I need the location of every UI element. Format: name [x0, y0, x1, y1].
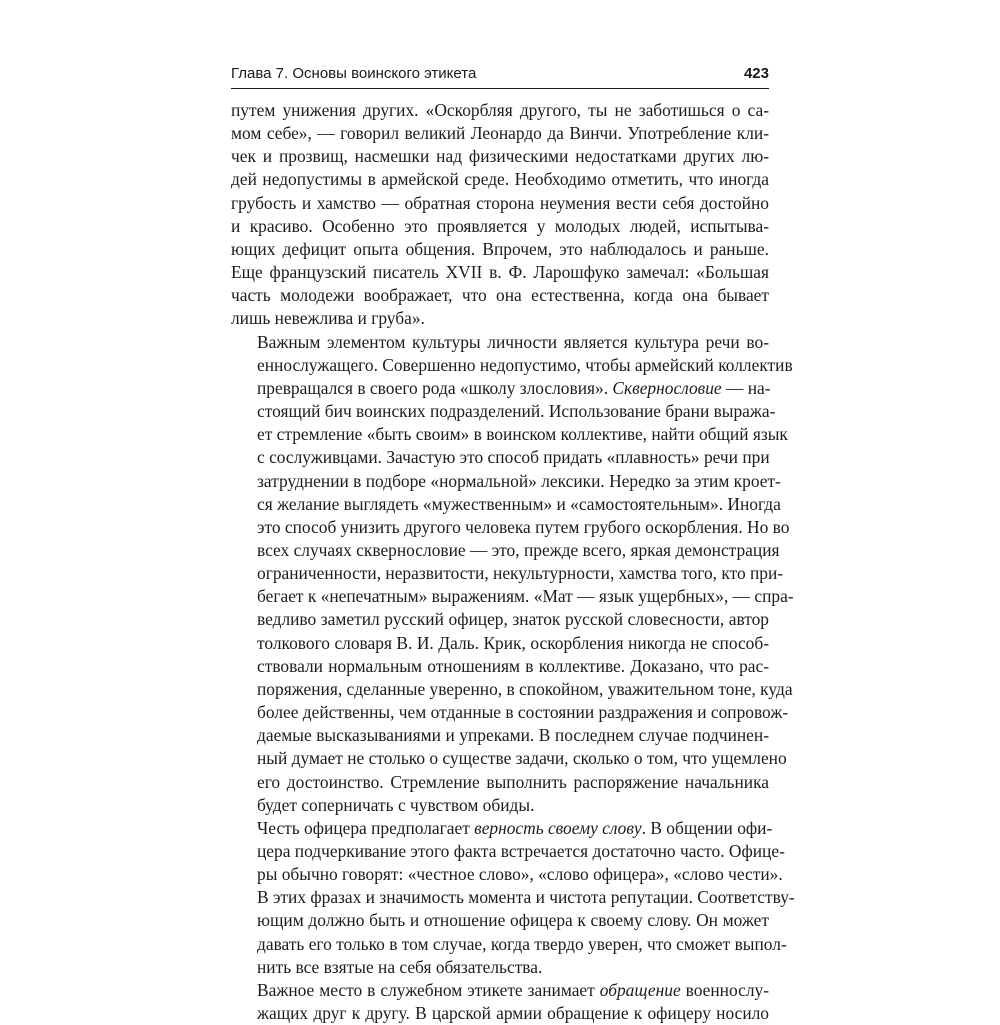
text-line: ющих дефицит опыта общения. Впрочем, это наблюдалось и раньше.	[231, 238, 769, 259]
chapter-title: Глава 7. Основы воинского этикета	[231, 65, 477, 82]
text-line: толкового словаря В. И. Даль. Крик, оскорбления никогда не способ-	[257, 632, 769, 653]
paragraph	[231, 979, 769, 1025]
text-line: ограниченности, неразвитости, некультурности, хамства того, кто при-	[257, 563, 784, 584]
text-line: лишь невежлива и груба».	[231, 308, 425, 329]
text-line: с сослуживцами. Зачастую это способ придать «плавность» речи при	[257, 447, 770, 468]
text-line: это способ унизить другого человека путем грубого оскорбления. Но во	[257, 516, 790, 537]
text-line: более действенны, чем отданные в состоянии раздражения и сопровож-	[257, 702, 789, 723]
text-line: В этих фразах и значимость момента и чистота репутации. Соответству-	[257, 887, 795, 908]
italic-term: верность своему слову	[474, 817, 642, 838]
text-line: нить все взятые на себя обязательства.	[257, 956, 543, 977]
text-line: его достоинство. Стремление выполнить распоряжение начальника	[257, 771, 769, 792]
text-line: даемые высказываниями и упреками. В последнем случае подчинен-	[257, 725, 769, 746]
text-line: жащих друг к другу. В царской армии обращение к офицеру носило	[257, 1003, 769, 1024]
text-line: ся желание выглядеть «мужественным» и «самостоятельным». Иногда	[257, 493, 781, 514]
text-line: ры обычно говорят: «честное слово», «слово офицера», «слово чести».	[257, 864, 783, 885]
text-line: ет стремление «быть своим» в воинском коллективе, найти общий язык	[257, 424, 788, 445]
text-line: мом себе», — говорил великий Леонардо да Винчи. Употребление кли-	[231, 123, 769, 144]
page-number: 423	[743, 65, 769, 82]
text-line: грубость и хамство — обратная сторона неумения вести себя достойно	[231, 192, 769, 213]
text-line: Важное место в служебном этикете занимает обращение военнослу-	[257, 979, 769, 1000]
text-line: ющим должно быть и отношение офицера к своему слову. Он может	[257, 910, 769, 931]
text-line: ный думает не столько о существе задачи, сколько о том, что ущемлено	[257, 748, 787, 769]
text-line: еннослужащего. Совершенно недопустимо, чтобы армейский коллектив	[257, 354, 793, 375]
text-line: стоящий бич воинских подразделений. Использование брани выража-	[257, 401, 776, 422]
italic-term: обращение	[599, 979, 681, 1000]
paragraph	[231, 817, 795, 979]
text-line: превращался в своего рода «школу злословия». Сквернословие — на-	[257, 377, 771, 398]
text-line: затруднении в подборе «нормальной» лексики. Нередко за этим кроет-	[257, 470, 781, 491]
paragraph	[231, 331, 794, 817]
body-text	[231, 99, 795, 1025]
text-line: часть молодежи воображает, что она естественна, когда она бывает	[231, 285, 769, 306]
text-line: давать его только в том случае, когда твердо уверен, что сможет выпол-	[257, 933, 787, 954]
text-line: чек и прозвищ, насмешки над физическими недостатками других лю-	[231, 146, 769, 167]
text-line: цера подчеркивание этого факта встречается достаточно часто. Офице-	[257, 841, 785, 861]
text-line: дей недопустимы в армейской среде. Необходимо отметить, что иногда	[231, 169, 769, 190]
text-line: путем унижения других. «Оскорбляя другого, ты не заботишься о са-	[231, 100, 769, 120]
italic-term: Сквернословие	[612, 377, 722, 398]
text-line: ведливо заметил русский офицер, знаток русской словесности, автор	[257, 609, 769, 630]
text-line: поряжения, сделанные уверенно, в спокойном, уважительном тоне, куда	[257, 678, 793, 699]
running-head	[231, 62, 769, 89]
paragraph	[231, 99, 769, 331]
text-line: Еще французский писатель XVII в. Ф. Ларошфуко замечал: «Большая	[231, 262, 769, 283]
text-line: бегает к «непечатным» выражениям. «Мат — язык ущербных», — спра-	[257, 586, 794, 607]
text-line: будет соперничать с чувством обиды.	[257, 794, 535, 815]
text-line: ствовали нормальным отношениям в коллективе. Доказано, что рас-	[257, 655, 769, 676]
text-line: всех случаях сквернословие — это, прежде всего, яркая демонстрация	[257, 539, 780, 560]
text-line: и красиво. Особенно это проявляется у молодых людей, испытыва-	[231, 215, 769, 236]
text-line: Важным элементом культуры личности является культура речи во-	[257, 331, 769, 352]
text-line: Честь офицера предполагает верность своему слову. В общении офи-	[257, 817, 773, 838]
